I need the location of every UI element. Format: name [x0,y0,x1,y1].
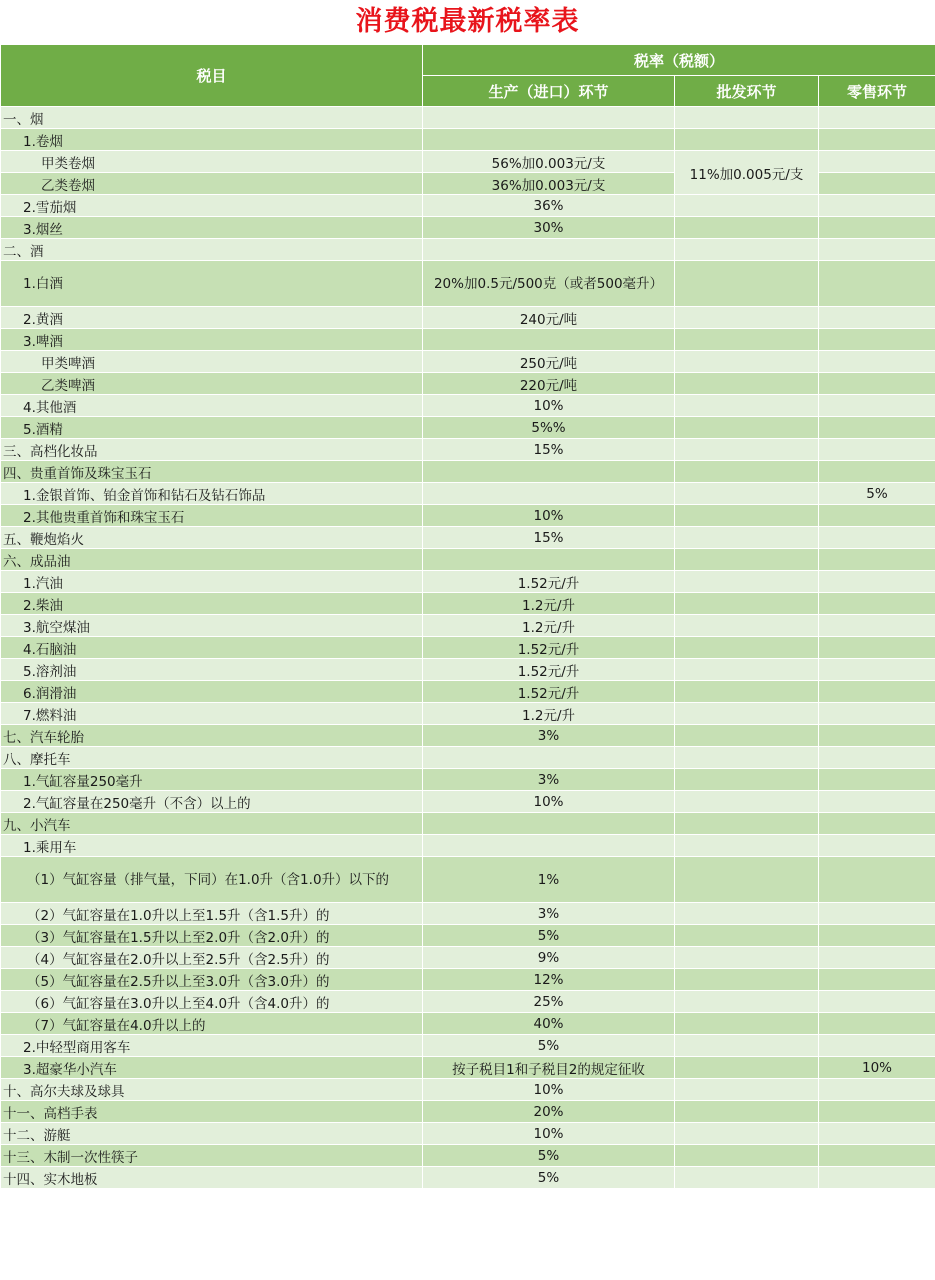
wholesale-rate [675,1101,819,1123]
table-row [1,659,935,681]
tax-item-name: 三、高档化妆品 [1,439,423,461]
production-rate: 3% [423,769,675,791]
tax-item-name: 7.燃料油 [1,703,423,725]
wholesale-rate [675,439,819,461]
retail-rate [819,725,935,747]
tax-item-name: 八、摩托车 [1,747,423,769]
wholesale-rate [675,195,819,217]
tax-item-name: 1.白酒 [1,261,423,307]
tax-item-name: 十、高尔夫球及球具 [1,1079,423,1101]
table-row [1,769,935,791]
tax-item-name: 十四、实木地板 [1,1167,423,1189]
retail-rate [819,1079,935,1101]
wholesale-rate [675,417,819,439]
retail-rate [819,857,935,903]
table-row [1,1123,935,1145]
table-row [1,1101,935,1123]
wholesale-rate [675,239,819,261]
table-row [1,395,935,417]
wholesale-rate [675,373,819,395]
table-row [1,593,935,615]
table-row [1,195,935,217]
wholesale-rate [675,813,819,835]
page-title: 消费税最新税率表 [355,6,580,37]
tax-rate-table [0,44,935,1189]
table-row [1,239,935,261]
retail-rate [819,593,935,615]
table-row [1,857,935,903]
table-row [1,835,935,857]
tax-item-name: 1.乘用车 [1,835,423,857]
wholesale-rate [675,1057,819,1079]
table-row [1,1145,935,1167]
retail-rate [819,947,935,969]
wholesale-rate [675,615,819,637]
tax-item-name: 1.汽油 [1,571,423,593]
wholesale-rate [675,1167,819,1189]
production-rate: 40% [423,1013,675,1035]
table-row [1,549,935,571]
tax-item-name: （6）气缸容量在3.0升以上至4.0升（含4.0升）的 [1,991,423,1013]
retail-rate [819,571,935,593]
table-row [1,373,935,395]
table-row [1,813,935,835]
production-rate: 10% [423,791,675,813]
wholesale-rate [675,857,819,903]
production-rate: 按子税目1和子税目2的规定征收 [423,1057,675,1079]
table-row [1,151,935,173]
tax-item-name: 2.黄酒 [1,307,423,329]
production-rate: 5% [423,925,675,947]
table-header [1,45,935,107]
retail-rate [819,373,935,395]
wholesale-rate [675,593,819,615]
production-rate: 9% [423,947,675,969]
table-row [1,791,935,813]
production-rate: 3% [423,903,675,925]
tax-item-name: 七、汽车轮胎 [1,725,423,747]
retail-rate [819,173,935,195]
retail-rate [819,217,935,239]
tax-item-name: 6.润滑油 [1,681,423,703]
tax-item-name: 3.烟丝 [1,217,423,239]
table-row [1,903,935,925]
wholesale-rate [675,549,819,571]
retail-rate [819,239,935,261]
header-retail: 零售环节 [819,76,935,107]
production-rate [423,835,675,857]
wholesale-rate [675,217,819,239]
tax-item-name: 1.卷烟 [1,129,423,151]
table-row [1,417,935,439]
wholesale-rate [675,1035,819,1057]
wholesale-rate [675,571,819,593]
retail-rate: 10% [819,1057,935,1079]
production-rate: 3% [423,725,675,747]
tax-item-name: 乙类卷烟 [1,173,423,195]
production-rate: 10% [423,1123,675,1145]
table-row [1,703,935,725]
production-rate: 1.2元/升 [423,593,675,615]
table-row [1,329,935,351]
tax-item-name: 2.雪茄烟 [1,195,423,217]
retail-rate [819,461,935,483]
header-wholesale: 批发环节 [675,76,819,107]
retail-rate [819,813,935,835]
tax-item-name: 4.石脑油 [1,637,423,659]
tax-item-name: 十二、游艇 [1,1123,423,1145]
retail-rate [819,151,935,173]
table-row [1,991,935,1013]
retail-rate [819,925,935,947]
table-row [1,217,935,239]
wholesale-rate [675,637,819,659]
tax-item-name: 2.气缸容量在250毫升（不含）以上的 [1,791,423,813]
production-rate: 25% [423,991,675,1013]
retail-rate [819,307,935,329]
table-row [1,615,935,637]
tax-item-name: 四、贵重首饰及珠宝玉石 [1,461,423,483]
production-rate: 1.52元/升 [423,571,675,593]
retail-rate [819,417,935,439]
wholesale-rate [675,107,819,129]
production-rate: 240元/吨 [423,307,675,329]
production-rate: 15% [423,527,675,549]
wholesale-rate [675,769,819,791]
retail-rate [819,527,935,549]
production-rate: 1.52元/升 [423,681,675,703]
wholesale-rate [675,925,819,947]
retail-rate [819,549,935,571]
retail-rate [819,329,935,351]
retail-rate [819,107,935,129]
retail-rate [819,351,935,373]
tax-item-name: 3.超豪华小汽车 [1,1057,423,1079]
retail-rate [819,1013,935,1035]
retail-rate [819,129,935,151]
table-row [1,1057,935,1079]
tax-item-name: （5）气缸容量在2.5升以上至3.0升（含3.0升）的 [1,969,423,991]
wholesale-rate [675,1013,819,1035]
wholesale-rate [675,505,819,527]
production-rate: 1.52元/升 [423,637,675,659]
retail-rate [819,1101,935,1123]
production-rate [423,461,675,483]
retail-rate [819,903,935,925]
table-row [1,439,935,461]
retail-rate [819,637,935,659]
retail-rate [819,969,935,991]
production-rate: 5% [423,1167,675,1189]
tax-item-name: 3.航空煤油 [1,615,423,637]
production-rate [423,129,675,151]
production-rate: 20% [423,1101,675,1123]
tax-item-name: 5.酒精 [1,417,423,439]
production-rate: 250元/吨 [423,351,675,373]
tax-item-name: 4.其他酒 [1,395,423,417]
wholesale-rate [675,747,819,769]
wholesale-rate [675,261,819,307]
tax-item-name: 2.柴油 [1,593,423,615]
production-rate: 12% [423,969,675,991]
wholesale-rate: 11%加0.005元/支 [675,151,819,195]
tax-item-name: （1）气缸容量（排气量，下同）在1.0升（含1.0升）以下的 [1,857,423,903]
production-rate: 5% [423,1145,675,1167]
production-rate: 5% [423,1035,675,1057]
retail-rate [819,1035,935,1057]
production-rate: 10% [423,505,675,527]
production-rate: 220元/吨 [423,373,675,395]
retail-rate [819,1167,935,1189]
table-row [1,947,935,969]
table-row [1,571,935,593]
tax-item-name: 五、鞭炮焰火 [1,527,423,549]
tax-item-name: 十三、木制一次性筷子 [1,1145,423,1167]
wholesale-rate [675,947,819,969]
header-production: 生产（进口）环节 [423,76,675,107]
wholesale-rate [675,395,819,417]
tax-item-name: 1.气缸容量250毫升 [1,769,423,791]
production-rate [423,549,675,571]
tax-item-name: 二、酒 [1,239,423,261]
tax-item-name: 一、烟 [1,107,423,129]
wholesale-rate [675,903,819,925]
production-rate: 15% [423,439,675,461]
production-rate [423,329,675,351]
production-rate [423,813,675,835]
retail-rate [819,835,935,857]
tax-item-name: 六、成品油 [1,549,423,571]
tax-item-name: 甲类啤酒 [1,351,423,373]
wholesale-rate [675,461,819,483]
table-row [1,1167,935,1189]
wholesale-rate [675,835,819,857]
table-row [1,261,935,307]
production-rate: 10% [423,1079,675,1101]
production-rate: 56%加0.003元/支 [423,151,675,173]
wholesale-rate [675,1079,819,1101]
header-item: 税目 [1,45,423,107]
table-row [1,107,935,129]
tax-item-name: （3）气缸容量在1.5升以上至2.0升（含2.0升）的 [1,925,423,947]
table-row [1,725,935,747]
production-rate [423,483,675,505]
retail-rate [819,1145,935,1167]
production-rate: 36% [423,195,675,217]
wholesale-rate [675,659,819,681]
wholesale-rate [675,991,819,1013]
wholesale-rate [675,1123,819,1145]
retail-rate [819,395,935,417]
production-rate: 5%% [423,417,675,439]
wholesale-rate [675,329,819,351]
retail-rate [819,505,935,527]
tax-item-name: （2）气缸容量在1.0升以上至1.5升（含1.5升）的 [1,903,423,925]
table-row [1,925,935,947]
table-row [1,969,935,991]
production-rate: 36%加0.003元/支 [423,173,675,195]
wholesale-rate [675,791,819,813]
production-rate [423,239,675,261]
retail-rate [819,195,935,217]
table-row [1,637,935,659]
tax-item-name: 3.啤酒 [1,329,423,351]
retail-rate [819,439,935,461]
table-body [1,107,935,1189]
production-rate: 1.2元/升 [423,703,675,725]
wholesale-rate [675,969,819,991]
retail-rate [819,261,935,307]
tax-item-name: 2.其他贵重首饰和珠宝玉石 [1,505,423,527]
wholesale-rate [675,725,819,747]
header-rate: 税率（税额） [423,45,935,76]
retail-rate [819,1123,935,1145]
wholesale-rate [675,681,819,703]
table-row [1,747,935,769]
wholesale-rate [675,129,819,151]
production-rate: 1.52元/升 [423,659,675,681]
wholesale-rate [675,351,819,373]
production-rate: 1% [423,857,675,903]
retail-rate: 5% [819,483,935,505]
table-row [1,461,935,483]
table-row [1,351,935,373]
tax-item-name: 1.金银首饰、铂金首饰和钻石及钻石饰品 [1,483,423,505]
wholesale-rate [675,703,819,725]
production-rate: 10% [423,395,675,417]
table-row [1,129,935,151]
table-row [1,483,935,505]
retail-rate [819,769,935,791]
production-rate [423,747,675,769]
tax-item-name: （4）气缸容量在2.0升以上至2.5升（含2.5升）的 [1,947,423,969]
wholesale-rate [675,1145,819,1167]
production-rate: 20%加0.5元/500克（或者500毫升） [423,261,675,307]
retail-rate [819,659,935,681]
tax-item-name: 5.溶剂油 [1,659,423,681]
tax-item-name: 十一、高档手表 [1,1101,423,1123]
production-rate [423,107,675,129]
table-row [1,1013,935,1035]
table-row [1,527,935,549]
production-rate: 1.2元/升 [423,615,675,637]
retail-rate [819,615,935,637]
retail-rate [819,703,935,725]
production-rate: 30% [423,217,675,239]
table-row [1,681,935,703]
tax-item-name: 乙类啤酒 [1,373,423,395]
wholesale-rate [675,483,819,505]
tax-item-name: （7）气缸容量在4.0升以上的 [1,1013,423,1035]
wholesale-rate [675,527,819,549]
retail-rate [819,681,935,703]
wholesale-rate [675,307,819,329]
retail-rate [819,747,935,769]
retail-rate [819,991,935,1013]
table-row [1,307,935,329]
table-row [1,505,935,527]
retail-rate [819,791,935,813]
tax-item-name: 九、小汽车 [1,813,423,835]
table-row [1,1079,935,1101]
table-row [1,1035,935,1057]
tax-item-name: 甲类卷烟 [1,151,423,173]
tax-item-name: 2.中轻型商用客车 [1,1035,423,1057]
